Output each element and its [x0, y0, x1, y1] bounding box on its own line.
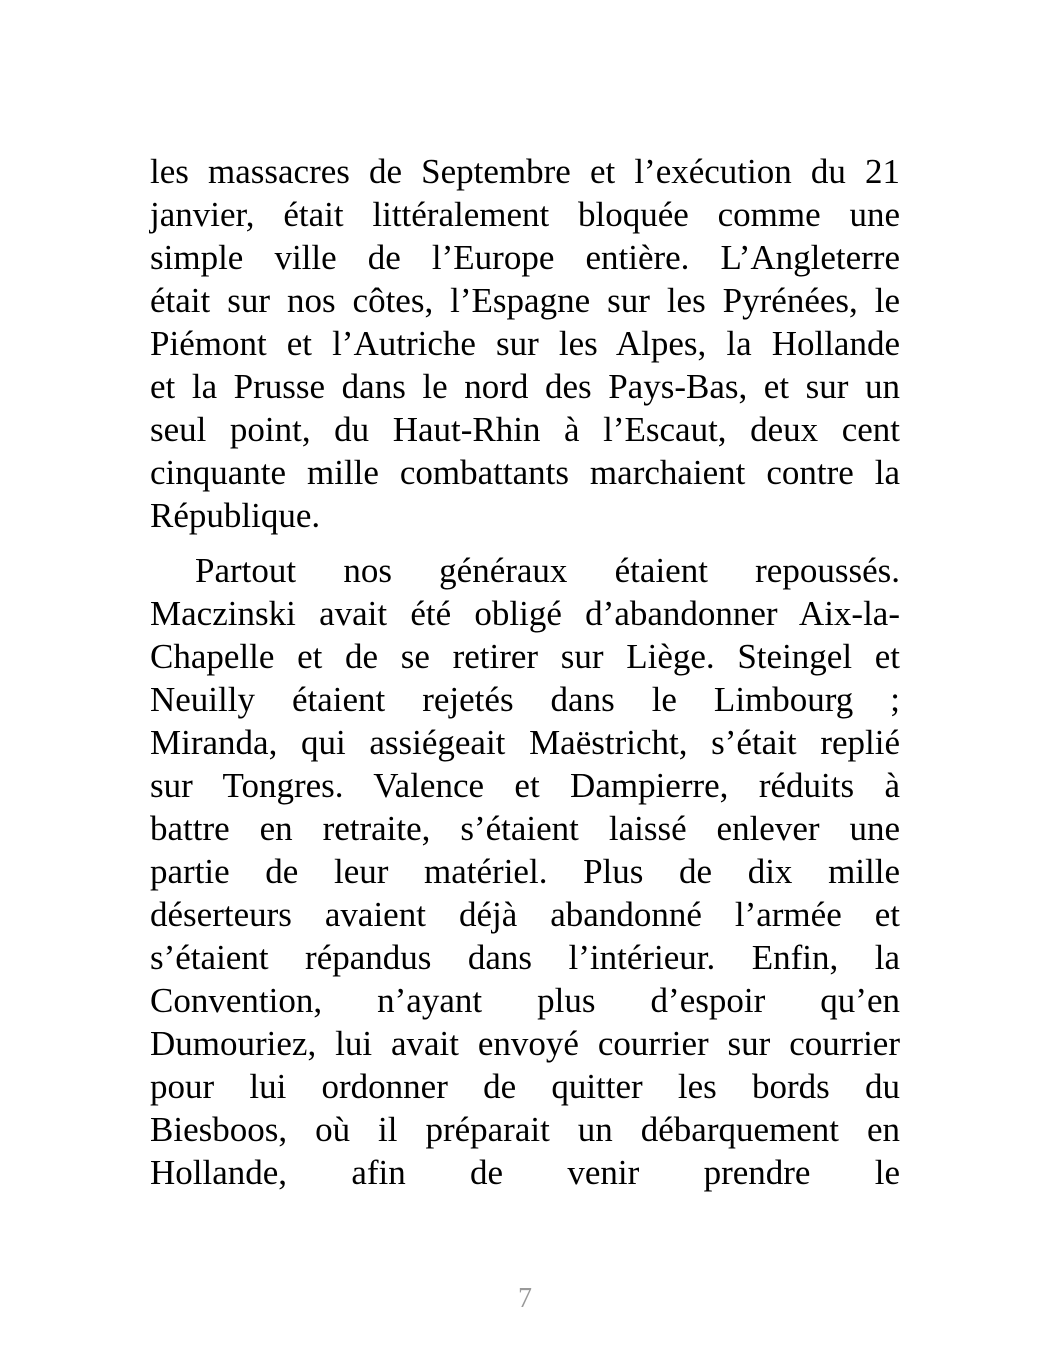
paragraph-line: Piémont et l’Autriche sur les Alpes, la Hollande	[150, 324, 900, 363]
paragraph-line: Neuilly étaient rejetés dans le Limbourg ;	[150, 680, 900, 719]
paragraph-line: les massacres de Septembre et l’exécution du 21	[150, 152, 900, 191]
paragraph-line: Partout nos généraux étaient repoussés.	[195, 551, 900, 590]
paragraph-line: seul point, du Haut-Rhin à l’Escaut, deux cent	[150, 410, 900, 449]
page-number: 7	[518, 1283, 532, 1314]
paragraph-line: était sur nos côtes, l’Espagne sur les Pyrénées, le	[150, 281, 900, 320]
page-body	[150, 150, 900, 1194]
paragraph-line: Convention, n’ayant plus d’espoir qu’en	[150, 981, 900, 1020]
paragraph-line: simple ville de l’Europe entière. L’Angleterre	[150, 238, 900, 277]
paragraph-1	[150, 150, 900, 537]
paragraph-line: battre en retraite, s’étaient laissé enlever une	[150, 809, 900, 848]
paragraph-line: cinquante mille combattants marchaient contre la	[150, 453, 900, 492]
paragraph-2	[150, 549, 900, 1194]
paragraph-line: sur Tongres. Valence et Dampierre, réduits à	[150, 766, 900, 805]
paragraph-line: Chapelle et de se retirer sur Liège. Steingel et	[150, 637, 900, 676]
paragraph-line: s’étaient répandus dans l’intérieur. Enfin, la	[150, 938, 900, 977]
paragraph-line: Miranda, qui assiégeait Maëstricht, s’était replié	[150, 723, 900, 762]
paragraph-line: déserteurs avaient déjà abandonné l’armée et	[150, 895, 900, 934]
paragraph-line: partie de leur matériel. Plus de dix mille	[150, 852, 900, 891]
paragraph-line: Maczinski avait été obligé d’abandonner Aix-la-	[150, 594, 900, 633]
paragraph-line: Hollande, afin de venir prendre le	[150, 1153, 900, 1192]
paragraph-line: République.	[150, 496, 321, 535]
paragraph-line: Biesboos, où il préparait un débarquement en	[150, 1110, 900, 1149]
paragraph-line: et la Prusse dans le nord des Pays-Bas, et sur un	[150, 367, 900, 406]
paragraph-line: Dumouriez, lui avait envoyé courrier sur courrier	[150, 1024, 900, 1063]
paragraph-line: pour lui ordonner de quitter les bords du	[150, 1067, 900, 1106]
paragraph-line: janvier, était littéralement bloquée comme une	[150, 195, 900, 234]
